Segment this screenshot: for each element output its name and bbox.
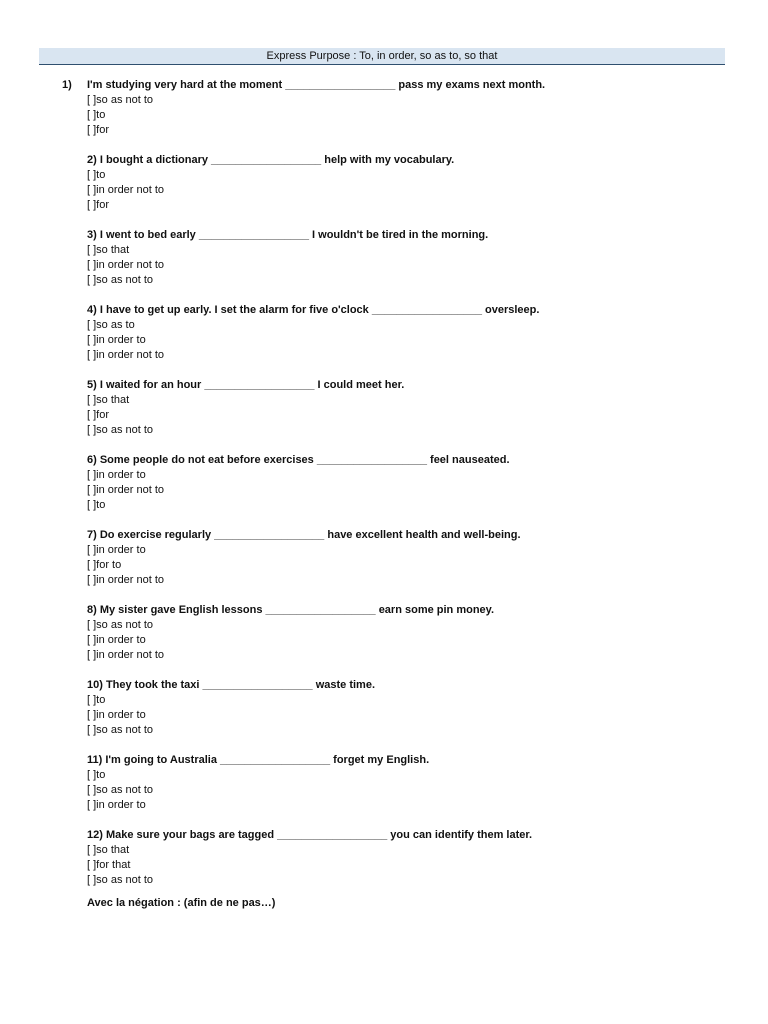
question-number: 1) [62,79,72,91]
worksheet-title: Express Purpose : To, in order, so as to, so that [39,48,725,65]
question-text: 6) Some people do not eat before exercises __________________ feel nauseated. [87,454,510,466]
answer-option[interactable]: [ ]in order to [87,334,146,346]
question-block [0,753,768,813]
answer-option[interactable]: [ ]for [87,409,110,421]
question-block [0,78,768,138]
answer-option[interactable]: [ ]so that [87,394,130,406]
question-text: 3) I went to bed early __________________ I wouldn't be tired in the morning. [87,229,489,241]
answer-option[interactable]: [ ]in order not to [87,349,165,361]
answer-option[interactable]: [ ]in order to [87,634,146,646]
answer-option[interactable]: [ ]in order to [87,469,146,481]
answer-option[interactable]: [ ]to [87,499,106,511]
question-block [0,378,768,438]
answer-option[interactable]: [ ]in order not to [87,574,165,586]
answer-option[interactable]: [ ]to [87,109,106,121]
answer-option[interactable]: [ ]in order not to [87,484,165,496]
question-text: 5) I waited for an hour __________________ I could meet her. [87,379,405,391]
question-text: 7) Do exercise regularly __________________ have excellent health and well-being. [87,529,521,541]
answer-option[interactable]: [ ]so as not to [87,784,154,796]
question-block [0,453,768,513]
answer-option[interactable]: [ ]so as not to [87,724,154,736]
question-block [0,303,768,363]
question-text: 12) Make sure your bags are tagged __________________ you can identify them later. [87,829,533,841]
answer-option[interactable]: [ ]for [87,124,110,136]
question-text: 4) I have to get up early. I set the alarm for five o'clock __________________ oversleep. [87,304,540,316]
question-block [0,528,768,588]
answer-option[interactable]: [ ]to [87,694,106,706]
answer-option[interactable]: [ ]so as not to [87,874,154,886]
question-text: 11) I'm going to Australia __________________ forget my English. [87,754,430,766]
answer-option[interactable]: [ ]so as not to [87,424,154,436]
answer-option[interactable]: [ ]so as to [87,319,135,331]
question-text: 2) I bought a dictionary __________________ help with my vocabulary. [87,154,455,166]
question-block [0,828,768,888]
answer-option[interactable]: [ ]so that [87,844,130,856]
question-text: 10) They took the taxi __________________ waste time. [87,679,376,691]
negation-note: Avec la négation : (afin de ne pas…) [87,897,276,909]
question-block [0,153,768,213]
question-block [0,228,768,288]
answer-option[interactable]: [ ]in order not to [87,184,165,196]
answer-option[interactable]: [ ]so as not to [87,619,154,631]
question-list [0,78,768,903]
answer-option[interactable]: [ ]for that [87,859,131,871]
answer-option[interactable]: [ ]in order to [87,799,146,811]
question-block [0,603,768,663]
question-text: I'm studying very hard at the moment __________________ pass my exams next month. [87,79,546,91]
answer-option[interactable]: [ ]in order to [87,709,146,721]
question-block [0,678,768,738]
answer-option[interactable]: [ ]so as not to [87,274,154,286]
answer-option[interactable]: [ ]for [87,199,110,211]
answer-option[interactable]: [ ]for to [87,559,122,571]
answer-option[interactable]: [ ]in order not to [87,259,165,271]
question-text: 8) My sister gave English lessons __________________ earn some pin money. [87,604,495,616]
answer-option[interactable]: [ ]in order to [87,544,146,556]
answer-option[interactable]: [ ]to [87,769,106,781]
answer-option[interactable]: [ ]so as not to [87,94,154,106]
answer-option[interactable]: [ ]so that [87,244,130,256]
answer-option[interactable]: [ ]to [87,169,106,181]
answer-option[interactable]: [ ]in order not to [87,649,165,661]
